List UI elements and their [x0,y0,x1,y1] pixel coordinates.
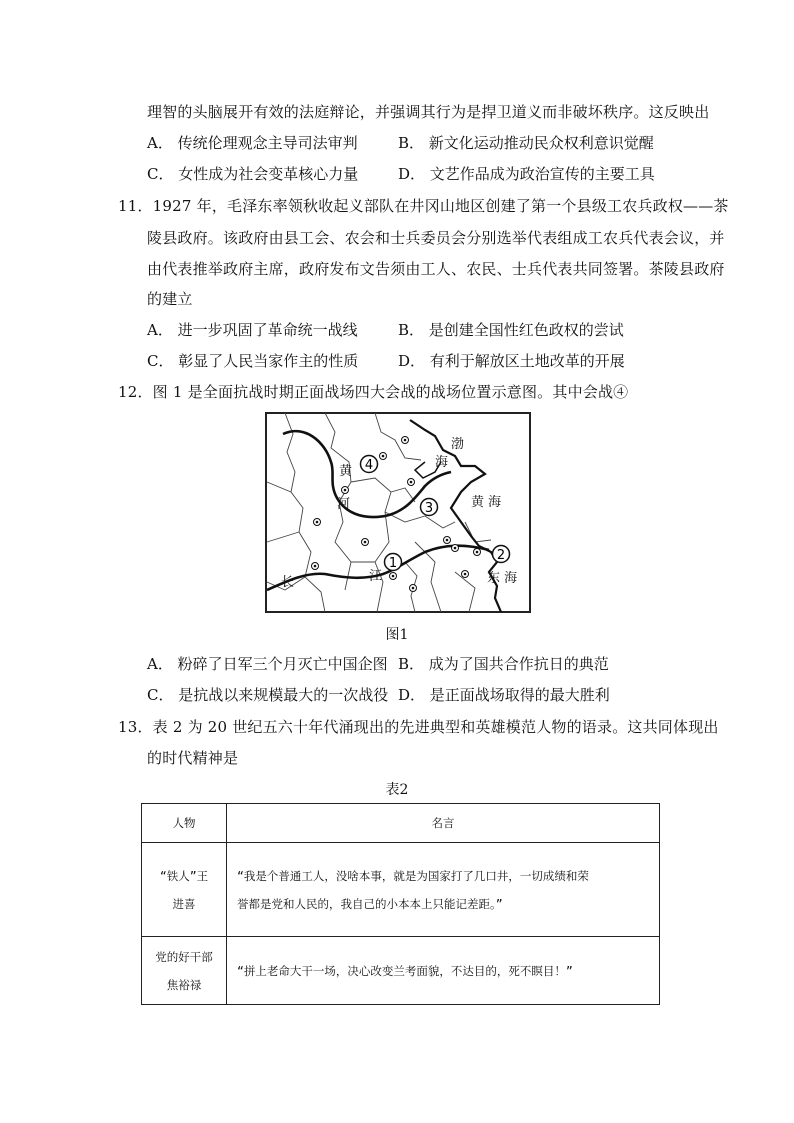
q10-option-a: A． 传统伦理观念主导司法审判 [147,134,358,152]
quote-line: “我是个普通工人，没啥本事，就是为国家打了几口井，一切成绩和荣 [237,868,589,883]
q10-option-b: B． 新文化运动推动民众权利意识觉醒 [398,134,654,152]
q12-option-d: D． 是正面战场取得的最大胜利 [398,686,610,704]
q12-stem: 12．图 1 是全面抗战时期正面战场四大会战的战场位置示意图。其中会战④ [118,383,629,401]
header-person: 人物 [142,804,227,843]
header-quote: 名言 [227,804,660,843]
battle-4-label: 4 [364,458,374,473]
map-label-huanghai: 黄 海 [471,495,502,510]
person-line: 进喜 [172,896,196,911]
q12-option-b: B． 成为了国共合作抗日的典范 [398,655,609,673]
q11-option-a: A． 进一步巩固了革命统一战线 [147,321,358,339]
table-header-row [142,804,660,843]
q11-option-d: D． 有利于解放区土地改革的开展 [398,352,625,370]
map-label-donghai: 东 海 [487,571,518,586]
q10-option-d: D． 文艺作品成为政治宣传的主要工具 [398,165,655,183]
q12-option-c: C． 是抗战以来规模最大的一次战役 [147,686,389,704]
q11-option-c: C． 彰显了人民当家作主的性质 [147,352,359,370]
q11-stem-line-1: 11．1927 年，毛泽东率领秋收起义部队在井冈山地区创建了第一个县级工农兵政权——茶 [118,197,729,215]
table-row [142,843,660,937]
q10-stem-line: 理智的头脑展开有效的法庭辩论，并强调其行为是捍卫道义而非破坏秩序。这反映出 [147,103,710,121]
quote-line: 誉都是党和人民的，我自己的小本本上只能记差距。” [237,896,503,911]
q13-stem-line-2: 的时代精神是 [147,749,239,767]
map-label-bohai-1: 渤 [451,437,465,452]
quotes-table [141,803,660,1005]
battle-1-label: 1 [388,556,398,571]
battle-2-label: 2 [496,548,506,563]
table-cell-quote [227,843,660,937]
q11-stem-line-4: 的建立 [147,290,193,308]
q10-option-c: C． 女性成为社会变革核心力量 [147,165,359,183]
battle-map-figure [265,412,531,613]
table-cell-quote [227,937,660,1005]
map-label-bohai-2: 海 [435,455,449,470]
map-label-changjiang-2: 江 [369,569,383,584]
q11-stem-line-3: 由代表推举政府主席，政府发布文告须由工人、农民、士兵代表共同签署。茶陵县政府 [147,260,725,278]
q13-stem-line-1: 13．表 2 为 20 世纪五六十年代涌现出的先进典型和英雄模范人物的语录。这共同体现出 [118,718,719,736]
q11-option-b: B． 是创建全国性红色政权的尝试 [398,321,624,339]
table-cell-person [142,937,227,1005]
figure-caption: 图1 [385,627,409,643]
table-row [142,937,660,1005]
battle-3-label: 3 [424,501,434,516]
map-label-huanghe-1: 黄 [339,464,353,479]
person-line: 党的好干部 [155,949,213,964]
quote-line: “拼上老命大干一场，决心改变兰考面貌，不达目的，死不瞑目！” [237,963,573,978]
table-cell-person [142,843,227,937]
map-label-huanghe-2: 河 [337,497,351,512]
q11-stem-line-2: 陵县政府。该政府由县工会、农会和士兵委员会分别选举代表组成工农兵代表会议，并 [147,229,725,247]
person-line: 焦裕禄 [166,977,202,992]
person-line: “铁人”王 [159,868,209,883]
map-label-changjiang-1: 长 [281,575,295,590]
q12-option-a: A． 粉碎了日军三个月灭亡中国企图 [147,655,388,673]
table-caption: 表2 [385,782,409,798]
